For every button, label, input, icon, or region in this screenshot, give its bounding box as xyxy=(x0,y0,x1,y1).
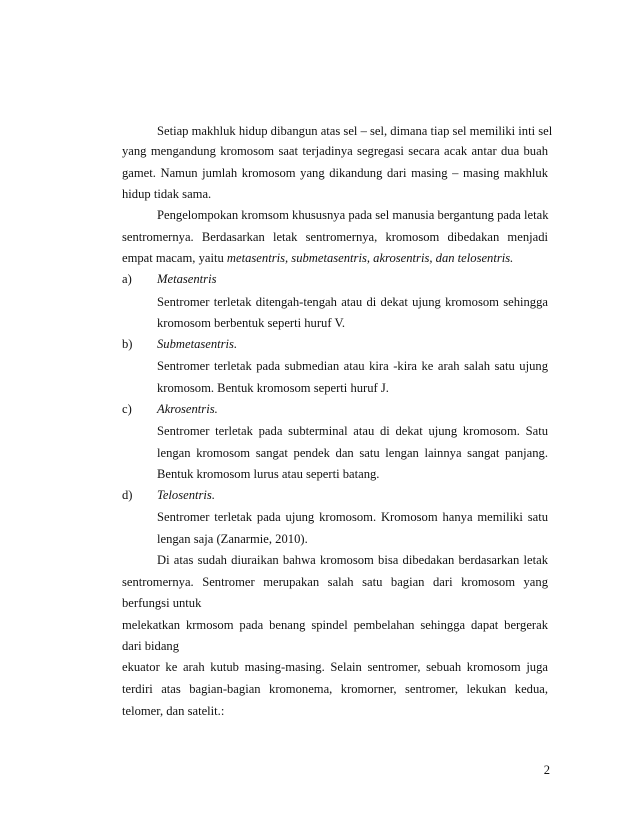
list-d-line-1: Sentromer terletak pada ujung kromosom. Kromosom hanya memiliki satu xyxy=(157,510,548,524)
list-term-c: Akrosentris. xyxy=(157,402,218,416)
list-marker-c: c) xyxy=(122,402,132,416)
p3-line-4: melekatkan krmosom pada benang spindel pembelahan sehingga dapat bergerak xyxy=(122,618,548,632)
list-b-line-1: Sentromer terletak pada submedian atau kira -kira ke arah salah satu ujung xyxy=(157,359,548,373)
p3-line-7: terdiri atas bagian-bagian kromonema, kromorner, sentromer, lekukan kedua, xyxy=(122,682,548,696)
p2-line-3 xyxy=(122,248,548,268)
list-marker-b: b) xyxy=(122,337,133,351)
list-b-line-2: kromosom. Bentuk kromosom seperti huruf J. xyxy=(157,381,389,395)
p3-line-3: berfungsi untuk xyxy=(122,596,202,610)
p2-line-3-text: empat macam, yaitu xyxy=(122,251,227,265)
p1-line-1: Setiap makhluk hidup dibangun atas sel – sel, dimana tiap sel memiliki inti sel xyxy=(157,124,553,138)
list-term-a: Metasentris xyxy=(157,272,217,286)
p3-line-6: ekuator ke arah kutub masing-masing. Selain sentromer, sebuah kromosom juga xyxy=(122,660,548,674)
list-c-line-3: Bentuk kromosom lurus atau seperti batang. xyxy=(157,467,380,481)
p2-line-3-italic: metasentris, submetasentris, akrosentris, dan telosentris. xyxy=(226,251,514,265)
list-term-d: Telosentris. xyxy=(157,488,215,502)
p2-line-2: sentromernya. Berdasarkan letak sentromernya, kromosom dibedakan menjadi xyxy=(122,230,548,244)
p1-line-3: gamet. Namun jumlah kromosom yang dikandung dari masing – masing makhluk xyxy=(122,166,548,180)
p1-line-2: yang mengandung kromosom saat terjadinya segregasi secara acak antar dua buah xyxy=(122,144,548,158)
list-term-b: Submetasentris. xyxy=(157,337,238,351)
p3-line-8: telomer, dan satelit.: xyxy=(122,704,225,718)
list-marker-a: a) xyxy=(122,272,132,286)
p1-line-4: hidup tidak sama. xyxy=(122,187,212,201)
list-a-line-2: kromosom berbentuk seperti huruf V. xyxy=(157,316,346,330)
list-marker-d: d) xyxy=(122,488,133,502)
p2-line-1: Pengelompokan kromsom khususnya pada sel manusia bergantung pada letak xyxy=(157,208,549,222)
list-c-line-1: Sentromer terletak pada subterminal atau di dekat ujung kromosom. Satu xyxy=(157,424,548,438)
p3-line-5: dari bidang xyxy=(122,639,180,653)
list-d-line-2: lengan saja (Zanarmie, 2010). xyxy=(157,532,308,546)
list-c-line-2: lengan kromosom sangat pendek dan satu lengan lainnya sangat panjang. xyxy=(157,446,548,460)
p3-line-1: Di atas sudah diuraikan bahwa kromosom bisa dibedakan berdasarkan letak xyxy=(157,553,548,567)
list-a-line-1: Sentromer terletak ditengah-tengah atau di dekat ujung kromosom sehingga xyxy=(157,295,548,309)
page-number: 2 xyxy=(543,763,550,777)
p3-line-2: sentromernya. Sentromer merupakan salah satu bagian dari kromosom yang xyxy=(122,575,548,589)
